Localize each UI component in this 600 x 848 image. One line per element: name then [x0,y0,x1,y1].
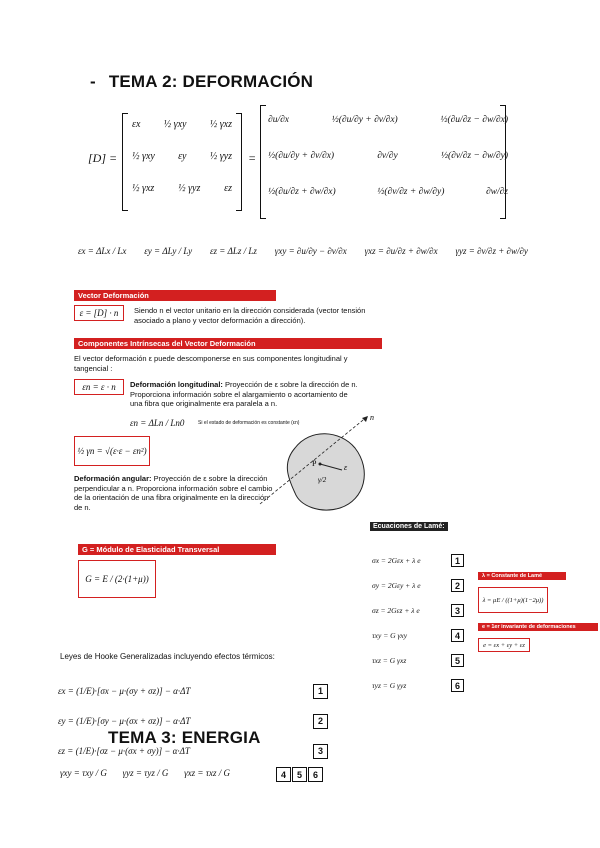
lame-list [372,548,464,698]
matrix-lhs: [D] = [88,151,118,165]
shear-gxz: γxz = τxz / G [184,768,230,778]
vector-def-formula: ε = [D] · n [74,305,124,321]
hooke-num: 3 [313,744,328,759]
right-bracket-close [500,105,506,219]
vector-def-header: Vector Deformación [74,290,276,301]
shear-num: 5 [292,767,307,782]
lame-num: 3 [451,604,464,617]
m-l-11: εy [178,151,187,162]
components-intro: El vector deformación ε puede descomponerse en sus componentes longitudinal y tangencial : [74,354,348,373]
label-eps: ε [344,463,348,472]
hooke-shear [60,768,230,778]
lame-num: 6 [451,679,464,692]
hooke-num: 1 [313,684,328,699]
eq-gyz: γyz = ∂v/∂z + ∂w/∂y [455,246,528,256]
m-r-02: ½(∂u/∂z − ∂w/∂x) [440,115,508,125]
right-matrix [268,115,508,223]
lame-eq: τyz = G γyz [372,681,407,690]
lame-row [372,598,464,623]
lame-eq: σz = 2Gεz + λ e [372,606,420,615]
label-p: P [312,459,317,468]
m-r-22: ∂w/∂z [485,187,508,197]
tema2-heading [90,72,313,92]
shear-num: 6 [308,767,323,782]
shear-gyz: γyz = τyz / G [122,768,169,778]
ang-text: Proyección de ε sobre la dirección perpendicular a n. Proporciona información sobre el cambio de la orientación de una fibra originalmente en la dirección de n. [74,474,273,512]
lame-row [372,548,464,573]
lame-num: 1 [451,554,464,567]
hooke-num: 2 [313,714,328,729]
point-p [319,463,322,466]
m-r-11: ∂v/∂y [377,151,398,161]
components-header: Componentes Intrínsecas del Vector Deformación [74,338,382,349]
shear-gxy: γxy = τxy / G [60,768,107,778]
m-r-10: ½(∂u/∂y + ∂v/∂x) [268,151,335,161]
long-text: Proyección de ε sobre la dirección de n. Proporciona información sobre el alargamiento o acortamiento de una fibra que originalmente era paralela a n. [130,380,358,408]
lame-num: 5 [451,654,464,667]
m-l-02: ½ γxz [209,119,232,130]
m-l-10: ½ γxy [132,151,155,162]
right-bracket [260,105,266,219]
m-r-12: ½(∂v/∂z − ∂w/∂y) [440,151,508,161]
eq-ez: εz = ΔLz / Lz [210,246,257,256]
m-l-01: ½ γxy [163,119,187,130]
eq-gxz: γxz = ∂u/∂z + ∂w/∂x [364,246,438,256]
lame-row [372,673,464,698]
lambda-header: λ = Constante de Lamé [478,572,566,580]
m-r-20: ½(∂u/∂z + ∂w/∂x) [268,187,336,197]
label-n: n [370,413,374,422]
g-formula: G = E / (2·(1+μ)) [78,560,156,598]
left-bracket [122,113,128,211]
left-bracket-close [236,113,242,211]
vector-def-text: Siendo n el vector unitario en la dirección considerada (vector tensión asociado a plano y vector deformación a dirección). [134,306,366,325]
m-l-00: εx [132,119,141,130]
m-r-01: ½(∂u/∂y + ∂v/∂x) [331,115,398,125]
eq-gxy: γxy = ∂u/∂y − ∂v/∂x [274,246,347,256]
lame-eq: τxz = G γxz [372,656,407,665]
lame-header: Ecuaciones de Lamé: [370,522,448,531]
ang-title: Deformación angular: [74,474,152,483]
lame-eq: σy = 2Gεy + λ e [372,581,421,590]
shear-num-group [276,767,323,782]
m-l-22: εz [224,183,232,194]
hooke-eq: εz = (1/E)·[σz − μ·(σx + σy)] − α·ΔT [58,746,190,756]
hooke-row [58,676,328,706]
e-formula: e = εx + εy + εz [478,638,530,652]
tema3-title: TEMA 3: ENERGIA [108,728,261,747]
eq-ey: εy = ΔLy / Ly [144,246,193,256]
lame-eq: σx = 2Gεx + λ e [372,556,421,565]
left-matrix [132,119,232,215]
lame-row [372,573,464,598]
long-title: Deformación longitudinal: [130,380,223,389]
lame-row [372,623,464,648]
label-angle: γ/2 [318,476,327,484]
m-r-21: ½(∂v/∂z + ∂w/∂y) [377,187,445,197]
long-eq: εn = ΔLn / Ln0 [130,418,185,428]
hooke-eq: εx = (1/E)·[σx − μ·(σy + σz)] − α·ΔT [58,686,191,696]
strain-equations [78,246,528,256]
long-block [130,380,360,409]
g-header: G = Módulo de Elasticidad Transversal [78,544,276,555]
long-note: Si el estado de deformación es constante (εn) [198,420,300,426]
lame-num: 2 [451,579,464,592]
long-formula: εn = ε · n [74,379,124,395]
equals-sign: = [248,151,257,165]
m-l-21: ½ γyz [178,183,201,194]
lambda-formula: λ = μE / ((1+μ)(1−2μ)) [478,587,548,613]
bullet: - [90,72,96,91]
hooke-title: Leyes de Hooke Generalizadas incluyendo efectos térmicos: [60,652,275,661]
lame-row [372,648,464,673]
eq-ex: εx = ΔLx / Lx [78,246,127,256]
ang-formula: ½ γn = √(ε·ε − εn²) [74,436,150,466]
m-r-00: ∂u/∂x [268,115,289,125]
shear-num: 4 [276,767,291,782]
deformation-matrix [88,105,508,220]
m-l-12: ½ γyz [209,151,232,162]
lame-eq: τxy = G γxy [372,631,408,640]
normal-arrowhead [362,416,368,422]
tema2-title: TEMA 2: DEFORMACIÓN [108,72,314,91]
deformation-diagram [240,408,390,520]
e-header: e = 1er invariante de deformaciones [478,623,598,631]
m-l-20: ½ γxz [132,183,155,194]
lame-num: 4 [451,629,464,642]
hooke-list [58,676,328,766]
hooke-eq: εy = (1/E)·[σy − μ·(σx + σz)] − α·ΔT [58,716,191,726]
